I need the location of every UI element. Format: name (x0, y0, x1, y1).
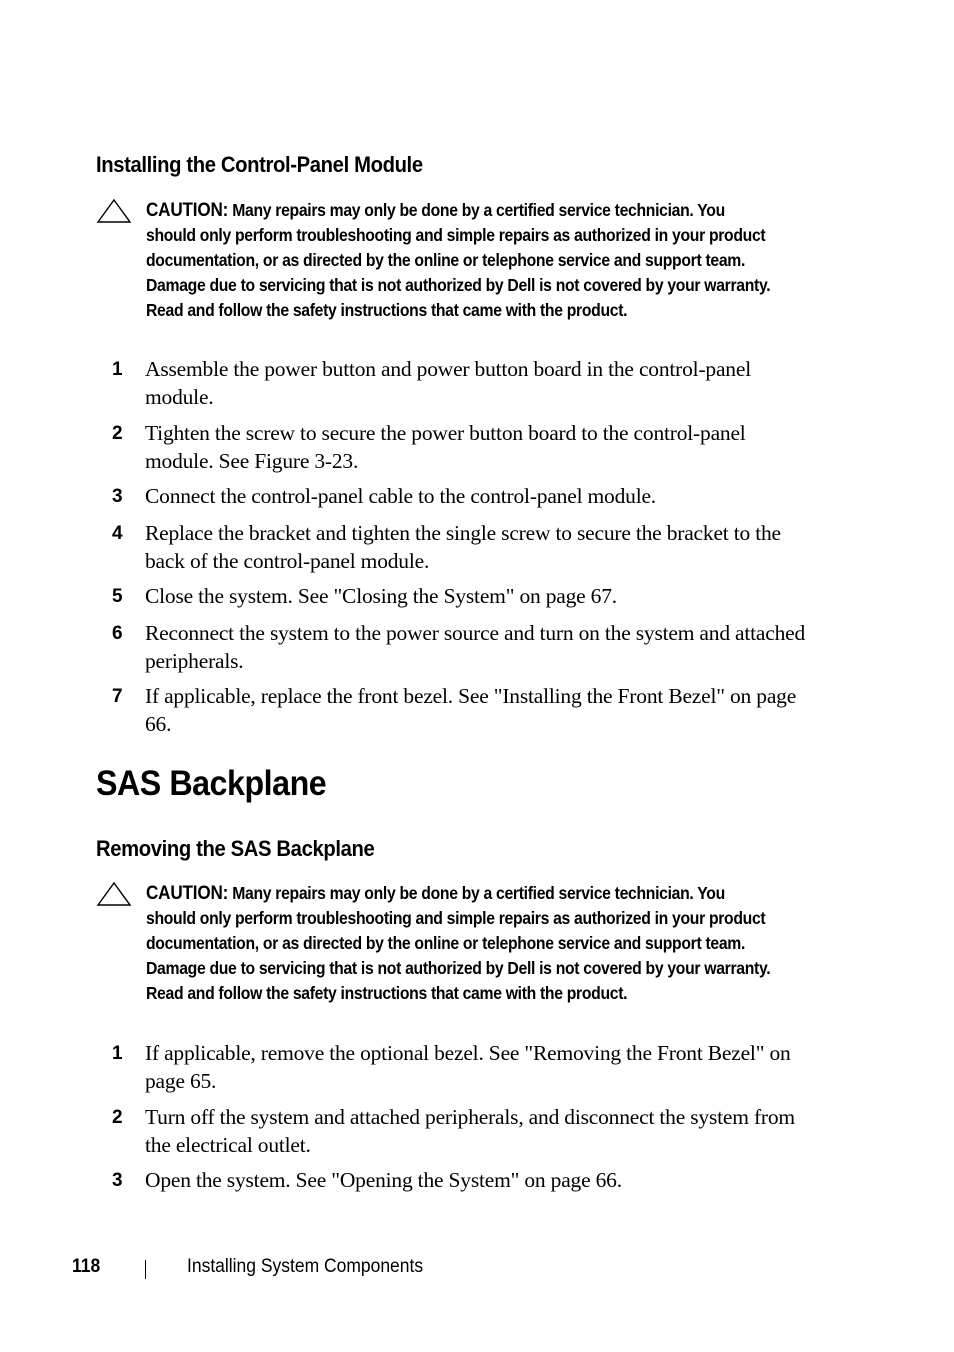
step-number: 1 (112, 359, 123, 380)
step-number: 2 (112, 1107, 123, 1128)
caution-text (146, 198, 776, 323)
caution-body: Many repairs may only be done by a certified service technician. You should only perform troubleshooting and simple repairs as authorized in your product documentation, or as directed by the online or telephone service and support team. Damage due to servicing that is not authorized by Dell is not covered by your warranty. Read and follow the safety instructions that came with the product. (146, 883, 771, 1003)
caution-body: Many repairs may only be done by a certified service technician. You should only perform troubleshooting and simple repairs as authorized in your product documentation, or as directed by the online or telephone service and support team. Damage due to servicing that is not authorized by Dell is not covered by your warranty. Read and follow the safety instructions that came with the product. (146, 200, 771, 320)
step-number: 1 (112, 1043, 123, 1064)
step-number: 2 (112, 423, 123, 444)
section-title-sas-backplane: SAS Backplane (96, 764, 327, 803)
step-text: Tighten the screw to secure the power button board to the control-panel module. See Figure 3-23. (145, 421, 746, 473)
footer-divider (145, 1260, 146, 1279)
caution-text (146, 881, 776, 1006)
step-number: 7 (112, 686, 123, 707)
caution-label: CAUTION: (146, 883, 229, 904)
footer-chapter-title: Installing System Components (187, 1256, 424, 1277)
step-text: Turn off the system and attached peripherals, and disconnect the system from the electrical outlet. (145, 1105, 795, 1157)
step-text: Connect the control-panel cable to the control-panel module. (145, 484, 656, 508)
section-heading-control-panel: Installing the Control-Panel Module (96, 152, 423, 177)
caution-triangle-icon (96, 198, 132, 224)
step-text: Open the system. See "Opening the System" on page 66. (145, 1168, 622, 1192)
page-number: 118 (72, 1256, 101, 1277)
step-text: Replace the bracket and tighten the single screw to secure the bracket to the back of the control-panel module. (145, 521, 781, 573)
step-number: 5 (112, 586, 123, 607)
step-text: Close the system. See "Closing the System" on page 67. (145, 584, 617, 608)
step-text: If applicable, remove the optional bezel. See "Removing the Front Bezel" on page 65. (145, 1041, 791, 1093)
caution-label: CAUTION: (146, 200, 229, 221)
section-heading-removing-backplane: Removing the SAS Backplane (96, 836, 375, 861)
step-text: If applicable, replace the front bezel. See "Installing the Front Bezel" on page 66. (145, 684, 797, 736)
step-number: 3 (112, 1170, 123, 1191)
step-number: 6 (112, 623, 123, 644)
step-text: Assemble the power button and power button board in the control-panel module. (145, 357, 751, 409)
step-text: Reconnect the system to the power source and turn on the system and attached peripherals. (145, 621, 806, 673)
caution-triangle-icon (96, 881, 132, 907)
step-number: 3 (112, 486, 123, 507)
step-number: 4 (112, 523, 123, 544)
